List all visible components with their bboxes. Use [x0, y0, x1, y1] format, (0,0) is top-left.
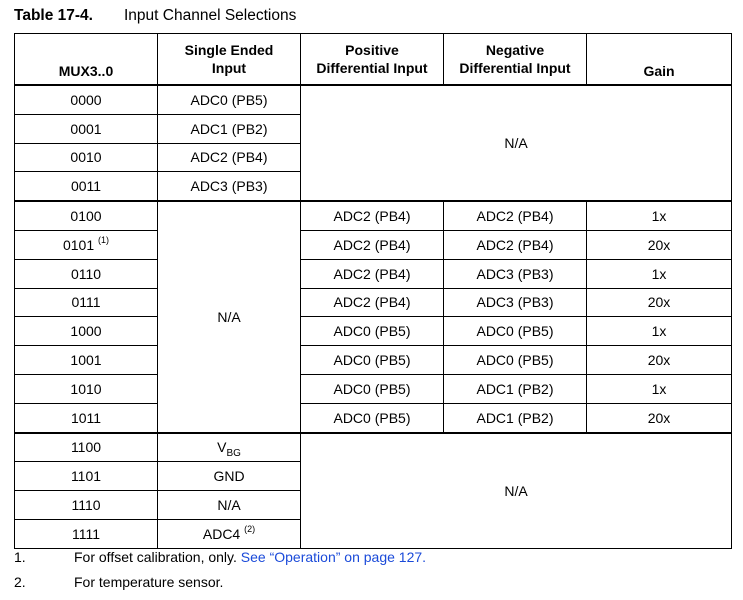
pos-cell: ADC0 (PB5)	[301, 403, 444, 432]
pos-cell: ADC2 (PB4)	[301, 288, 444, 317]
mux-cell: 0000	[15, 85, 158, 114]
pos-cell: ADC0 (PB5)	[301, 374, 444, 403]
mux-cell: 1101	[15, 462, 158, 491]
footnote-ref-1: (1)	[98, 235, 110, 246]
footnote-2: 2. For temperature sensor.	[14, 574, 224, 590]
table-row	[15, 403, 732, 432]
neg-cell: ADC2 (PB4)	[444, 230, 587, 259]
table-row	[15, 85, 732, 114]
gain-cell: 20x	[587, 230, 732, 259]
pos-cell: ADC0 (PB5)	[301, 317, 444, 346]
table-row	[15, 374, 732, 403]
table-row	[15, 317, 732, 346]
mux-cell: 1001	[15, 346, 158, 375]
neg-cell: ADC2 (PB4)	[444, 201, 587, 230]
mux-cell: 0110	[15, 259, 158, 288]
mux-cell: 0101 $^{(1)}$	[15, 230, 158, 259]
table-row	[15, 288, 732, 317]
header-positive-diff: Positive Differential Input	[301, 34, 444, 86]
single-cell-vbg: $V_{BG}$	[158, 433, 301, 462]
table-title: Input Channel Selections	[124, 7, 297, 24]
mux-cell: 0010	[15, 143, 158, 172]
single-cell: ADC1 (PB2)	[158, 114, 301, 143]
single-cell: GND	[158, 462, 301, 491]
footnote-1: 1. For offset calibration, only. See “Operation” on page 127.	[14, 549, 427, 565]
single-cell: ADC4 $^{(2)}$	[158, 519, 301, 548]
neg-cell: ADC3 (PB3)	[444, 288, 587, 317]
mux-cell: 1011	[15, 403, 158, 432]
mux-cell: 1000	[15, 317, 158, 346]
header-gain: Gain	[587, 34, 732, 86]
mux-cell: 1010	[15, 374, 158, 403]
gain-cell: 1x	[587, 201, 732, 230]
mux-cell: 0111	[15, 288, 158, 317]
pos-cell: ADC2 (PB4)	[301, 201, 444, 230]
gain-cell: 1x	[587, 374, 732, 403]
gain-cell: 1x	[587, 259, 732, 288]
single-cell: ADC2 (PB4)	[158, 143, 301, 172]
header-single-ended: Single Ended Input	[158, 34, 301, 86]
pos-cell: ADC0 (PB5)	[301, 346, 444, 375]
single-cell: ADC3 (PB3)	[158, 172, 301, 201]
pos-cell: ADC2 (PB4)	[301, 230, 444, 259]
neg-cell: ADC1 (PB2)	[444, 403, 587, 432]
single-cell: ADC0 (PB5)	[158, 85, 301, 114]
operation-page-link[interactable]: See “Operation” on page 127.	[240, 549, 427, 565]
table-row	[15, 230, 732, 259]
mux-cell: 0100	[15, 201, 158, 230]
neg-cell: ADC0 (PB5)	[444, 317, 587, 346]
mux-cell: 1111	[15, 519, 158, 548]
gain-cell: 20x	[587, 288, 732, 317]
mux-cell: 1110	[15, 491, 158, 520]
header-mux: MUX3..0	[15, 34, 158, 86]
mux-cell: 1100	[15, 433, 158, 462]
table-caption	[14, 7, 296, 25]
gain-cell: 1x	[587, 317, 732, 346]
table-number: Table 17-4.	[14, 7, 93, 24]
single-na-mid-cell: N/A	[158, 201, 301, 432]
footnote-ref-2: (2)	[244, 524, 256, 535]
gain-cell: 20x	[587, 346, 732, 375]
diff-na-bottom-cell: N/A	[301, 433, 732, 549]
gain-cell: 20x	[587, 403, 732, 432]
neg-cell: ADC0 (PB5)	[444, 346, 587, 375]
neg-cell: ADC3 (PB3)	[444, 259, 587, 288]
mux-cell: 0001	[15, 114, 158, 143]
table-row	[15, 201, 732, 230]
table-footnotes	[14, 545, 426, 595]
input-channel-table	[14, 33, 732, 549]
header-negative-diff: Negative Differential Input	[444, 34, 587, 86]
table-row	[15, 346, 732, 375]
header-row	[15, 34, 732, 86]
table-row	[15, 433, 732, 462]
pos-cell: ADC2 (PB4)	[301, 259, 444, 288]
single-cell: N/A	[158, 491, 301, 520]
table-row	[15, 259, 732, 288]
neg-cell: ADC1 (PB2)	[444, 374, 587, 403]
diff-na-top-cell: N/A	[301, 85, 732, 201]
mux-cell: 0011	[15, 172, 158, 201]
